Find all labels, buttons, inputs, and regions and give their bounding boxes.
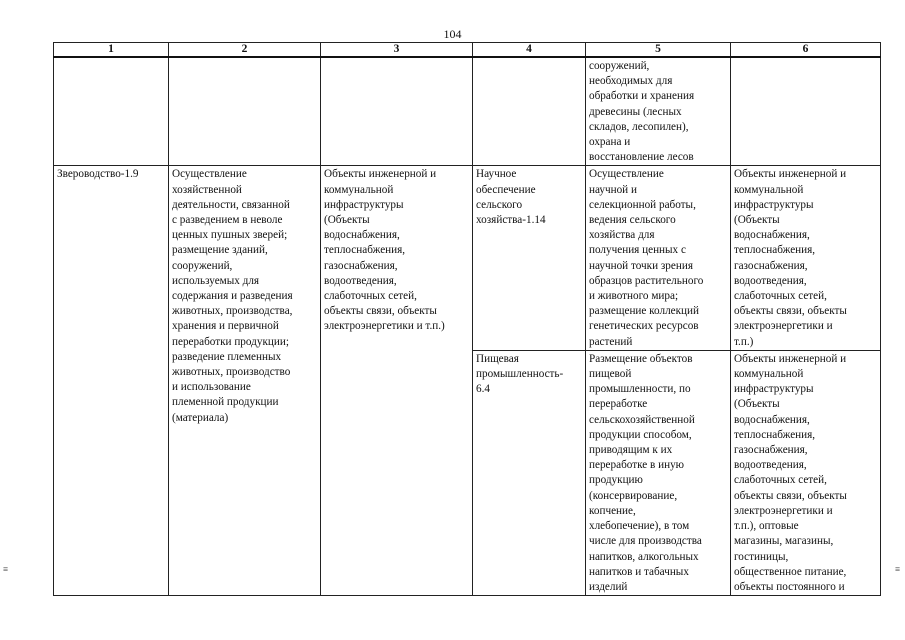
conditional-auxiliary-objects-cell: Объекты инженерной и коммунальной инфраструктуры (Объекты водоснабжения, теплоснабжения, газоснабжения, водоотведения, слаботочных сетей, объекты связи, объекты электроэнергетики и т.п.), оптовые магазины, магазины, гостиницы, общественное питание, объекты постоянного и (731, 350, 881, 595)
binding-mark-right: ≡ (895, 564, 901, 574)
auxiliary-objects-cell: Объекты инженерной и коммунальной инфраструктуры (Объекты водоснабжения, теплоснабжения, газоснабжения, водоотведения, слаботочных сетей, объекты связи, объекты электроэнергетики и т.п.) (321, 166, 473, 596)
table-cell (473, 57, 586, 166)
land-use-description-cell: Осуществление хозяйственной деятельности, связанной с разведением в неволе ценных пушных зверей; размещение зданий, сооружений, используемых для содержания и разведения животных, производства, хранения и первичной переработки продукции; разведение племенных животных, производство и использование племенной продукции (материала) (169, 166, 321, 596)
land-use-type-cell: Звероводство-1.9 (54, 166, 169, 596)
conditional-use-type-cell: Научное обеспечение сельского хозяйства-1.14 (473, 166, 586, 350)
column-header-2: 2 (169, 43, 321, 58)
column-header-4: 4 (473, 43, 586, 58)
header-row (54, 43, 881, 58)
table-cell (321, 57, 473, 166)
table-cell (54, 57, 169, 166)
table-row-continuation (54, 57, 881, 166)
page-number: 104 (443, 27, 462, 41)
binding-mark-left: ≡ (3, 564, 9, 574)
conditional-auxiliary-objects-cell: Объекты инженерной и коммунальной инфраструктуры (Объекты водоснабжения, теплоснабжения, газоснабжения, водоотведения, слаботочных сетей, объекты связи, объекты электроэнергетики и т.п.) (731, 166, 881, 350)
conditional-use-description-cell: Размещение объектов пищевой промышленности, по переработке сельскохозяйственной продукции способом, приводящим к их переработке в иную продукцию (консервирование, копчение, хлебопечение), в том числе для производства напитков, алкогольных напитков и табачных изделий (586, 350, 731, 595)
land-use-table (53, 42, 881, 596)
column-header-6: 6 (731, 43, 881, 58)
table-row-fur-farming (54, 166, 881, 350)
column-header-5: 5 (586, 43, 731, 58)
column-header-1: 1 (54, 43, 169, 58)
conditional-use-description-cell: Осуществление научной и селекционной работы, ведения сельского хозяйства для получения ценных с научной точки зрения образцов растительного и животного мира; размещение коллекций генетических ресурсов растений (586, 166, 731, 350)
table-cell-continued-text: сооружений, необходимых для обработки и хранения древесины (лесных складов, лесопилен), охрана и восстановление лесов (586, 57, 731, 166)
table-cell (731, 57, 881, 166)
column-header-3: 3 (321, 43, 473, 58)
table-cell (169, 57, 321, 166)
conditional-use-type-cell: Пищевая промышленность- 6.4 (473, 350, 586, 595)
